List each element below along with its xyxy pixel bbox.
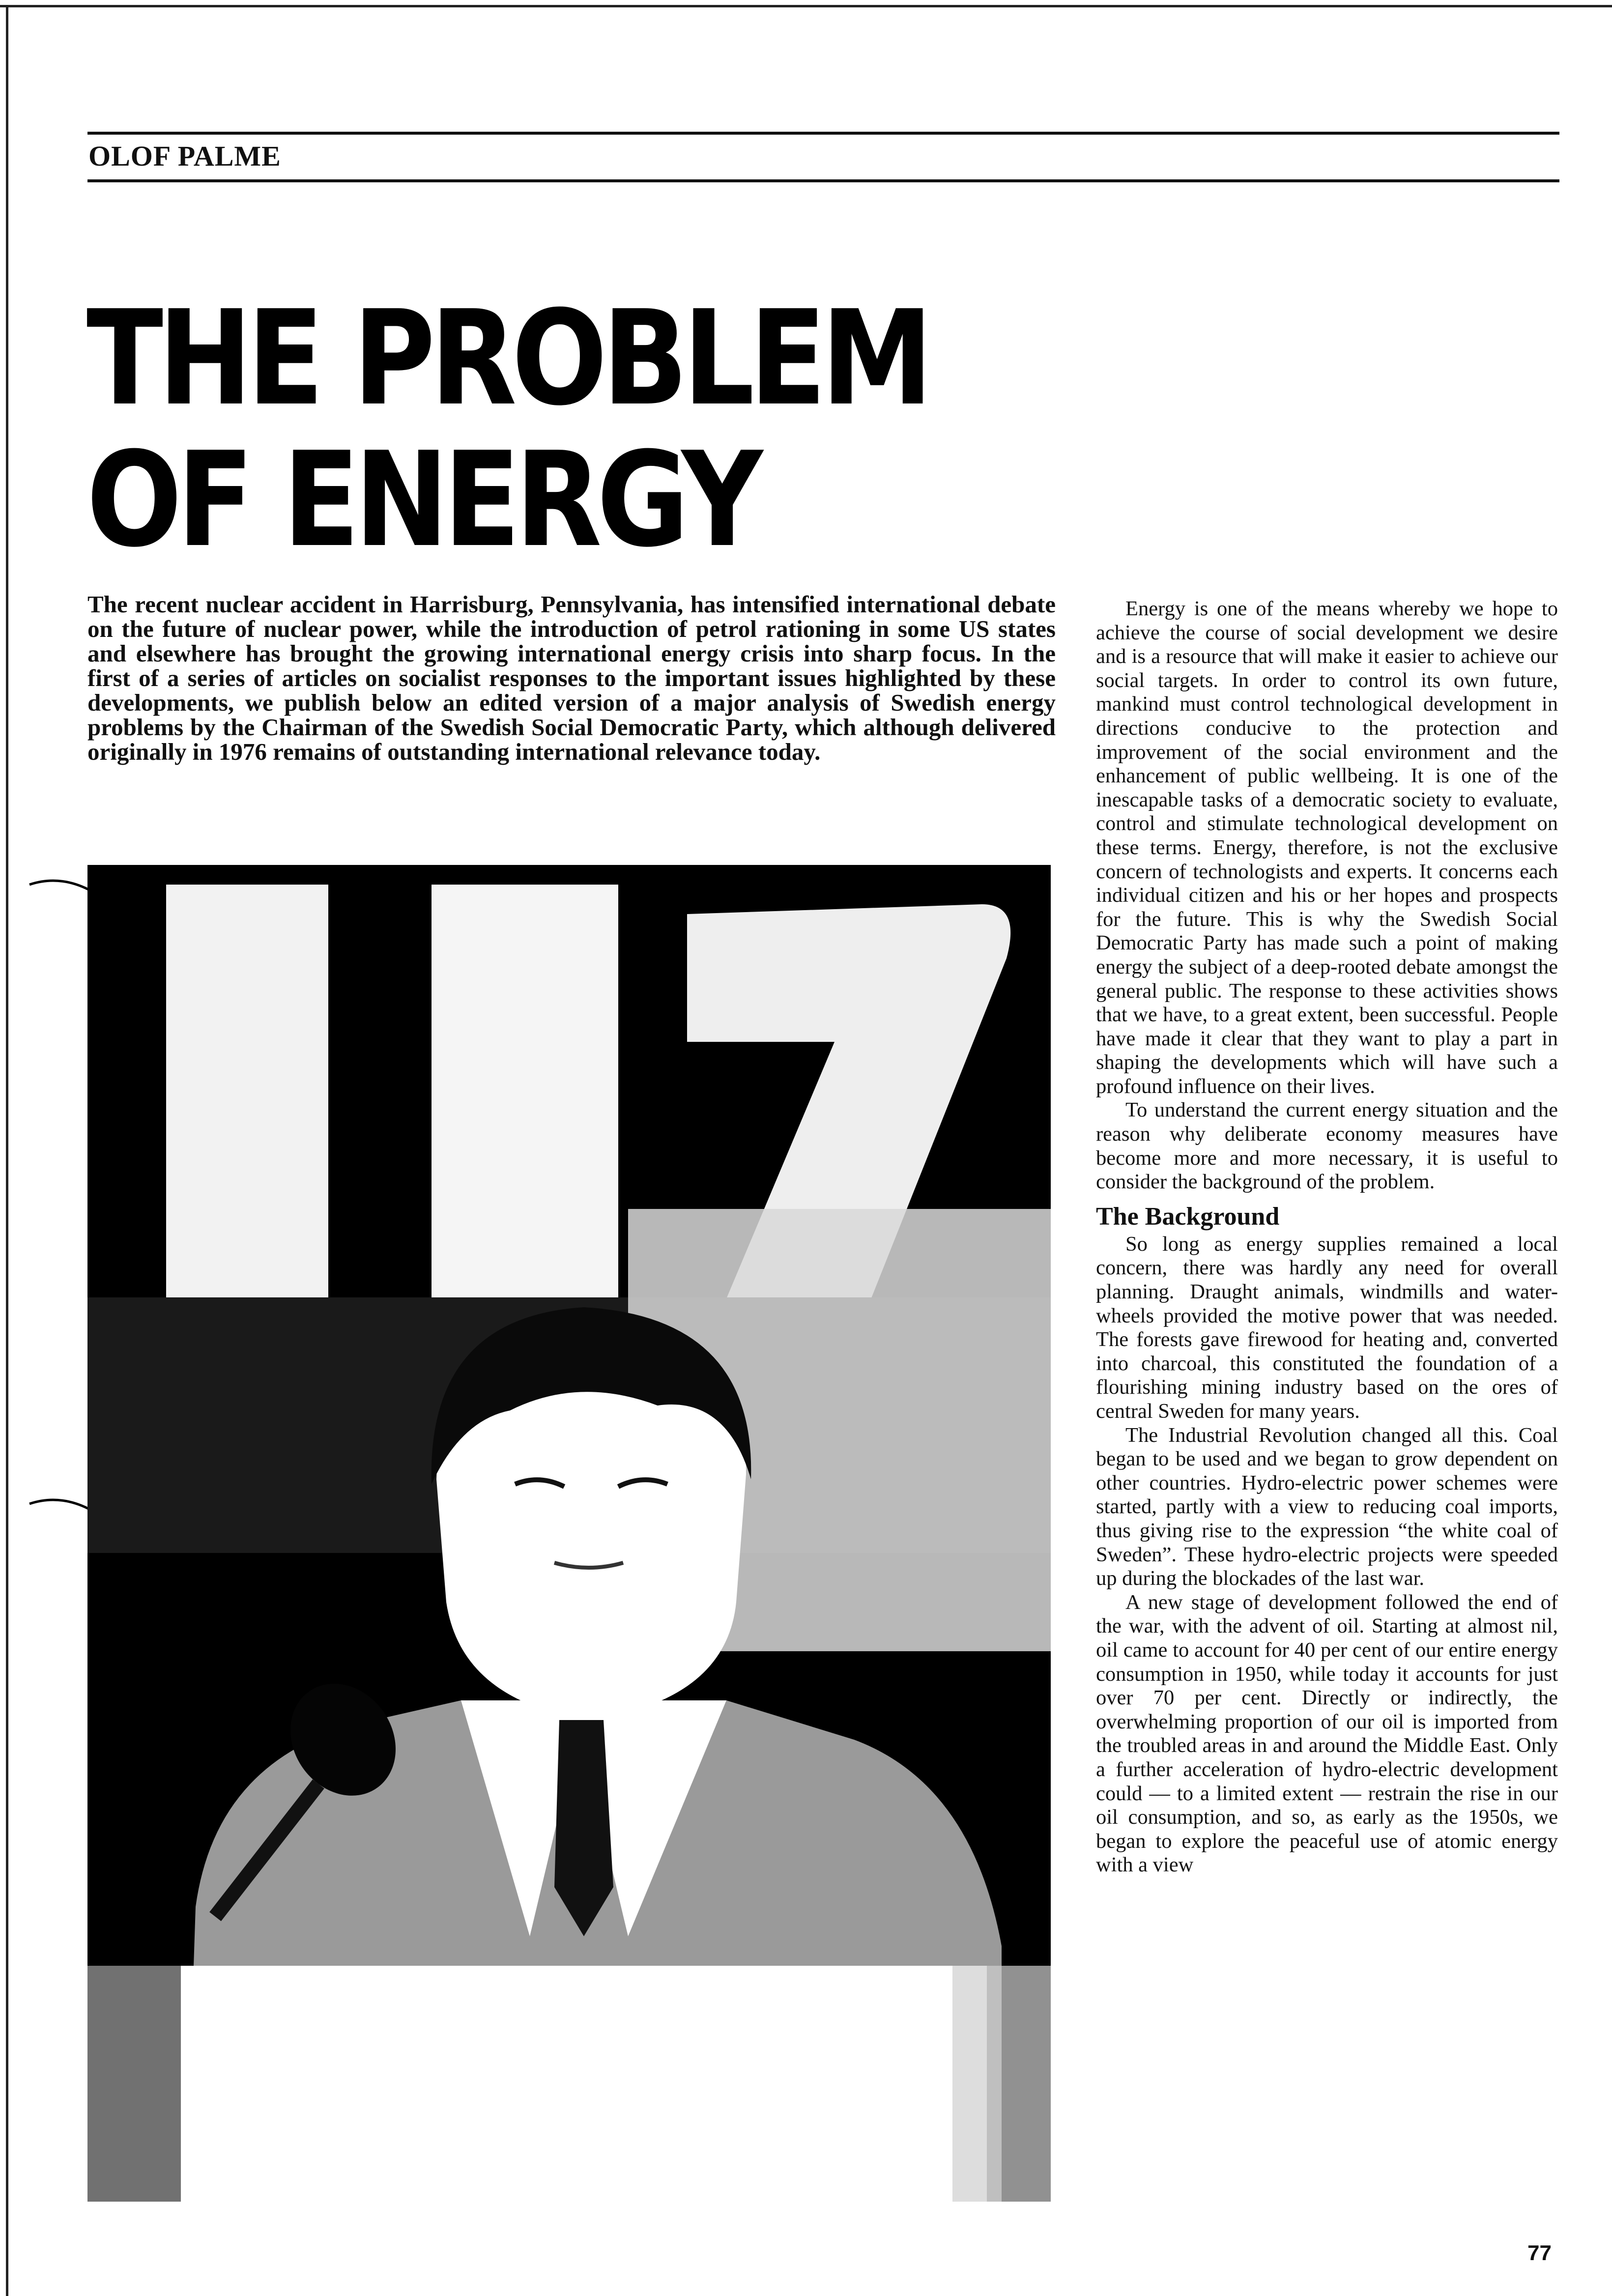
lectern [181, 1966, 987, 2202]
article-body-column [1096, 597, 1558, 1877]
body-paragraph: The Industrial Revolution changed all this. Coal began to be used and we began to grow dependent on other countries. Hydro-electric power schemes were started, partly with a view to reducing coal imports, thus giving rise to the expression “the white coal of Sweden”. These hydro-electric projects were speeded up during the blockades of the last war. [1096, 1423, 1558, 1590]
page-frame-top [0, 5, 1612, 7]
page-frame-left [6, 5, 8, 2296]
banner-bar-middle [432, 885, 618, 1307]
body-paragraph: A new stage of development followed the end of the war, with the advent of oil. Starting at almost nil, oil came to account for 40 per cent of our entire energy consumption in 1950, while today it accounts for just over 70 per cent. Directly or indirectly, the overwhelming proportion of our oil is imported from the troubled areas in and around the Middle East. Only a further acceleration of hydro-electric development could — to a limited extent — restrain the rise in our oil consumption, and so, as early as the 1950s, we began to explore the peaceful use of atomic energy with a view [1096, 1590, 1558, 1877]
punch-hole-mark [0, 1494, 98, 1558]
article-standfirst: The recent nuclear accident in Harrisburg, Pennsylvania, has intensified international debate on the future of nuclear power, while the introduction of petrol rationing in some US states and elsewhere has brought the growing international energy crisis into sharp focus. In the first of a series of articles on socialist responses to the important issues highlighted by these developments, we publish below an edited version of a major analysis of Swedish energy problems by the Chairman of the Swedish Social Democratic Party, which although delivered originally in 1976 remains of outstanding international relevance today. [87, 591, 1056, 765]
headline-line-1: THE PROBLEM [86, 282, 928, 434]
article-headline [86, 282, 928, 576]
photo-illustration [87, 865, 1051, 2202]
page-number: 77 [1527, 2241, 1552, 2265]
body-paragraph: So long as energy supplies remained a local concern, there was hardly any need for overall planning. Draught animals, windmills and water-wheels provided the motive power that was needed. The forests gave firewood for heating and, converted into charcoal, this constituted the foundation of a flourishing mining industry based on the ores of central Sweden for many years. [1096, 1232, 1558, 1423]
speaker-photograph [87, 865, 1051, 2202]
header-rule-bottom [87, 179, 1559, 182]
author-name: OLOF PALME [88, 140, 281, 172]
section-heading: The Background [1096, 1202, 1280, 1231]
header-rule-top [87, 132, 1559, 135]
punch-hole-mark [0, 875, 98, 939]
body-paragraph: Energy is one of the means whereby we hope to achieve the course of social development we desire and is a resource that will make it easier to achieve our social targets. In order to control its own future, mankind must control technological development in directions conducive to the protection and improvement of the social environment and the enhancement of public wellbeing. It is one of the inescapable tasks of a democratic society to evaluate, control and stimulate technological development on these terms. Energy, therefore, is not the exclusive concern of technologists and experts. It concerns each individual citizen and his or her hopes and prospects for the future. This is why the Swedish Social Democratic Party has made such a point of making energy the subject of a deep-rooted debate amongst the general public. The response to these activities shows that we have, to a great extent, been successful. People have made it clear that they want to play a part in shaping the developments which will have such a profound influence on their lives. [1096, 597, 1558, 1098]
banner-bar-left [166, 885, 328, 1297]
body-paragraph: To understand the current energy situation and the reason why deliberate economy measures have become more and more necessary, it is useful to consider the background of the problem. [1096, 1098, 1558, 1194]
headline-line-2: OF ENERGY [86, 424, 758, 576]
